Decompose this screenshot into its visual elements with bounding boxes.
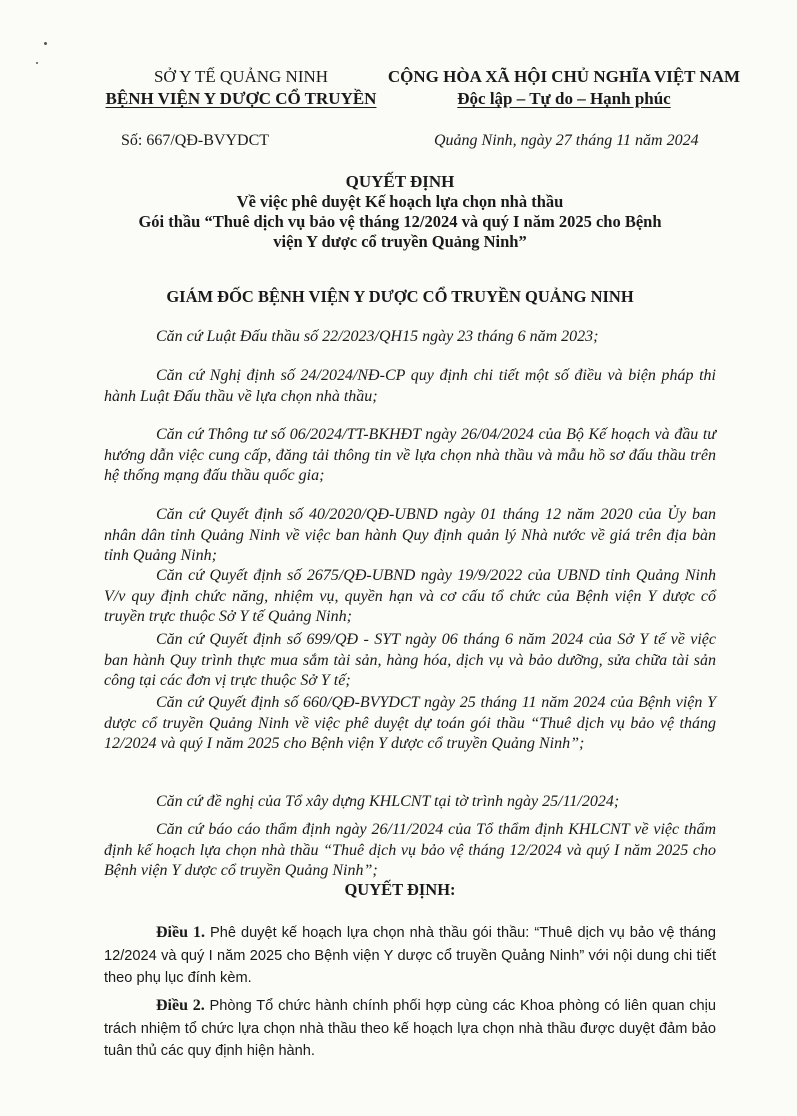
basis-paragraph: Căn cứ Quyết định số 699/QĐ - SYT ngày 06 tháng 6 năm 2024 của Sở Y tế về việc ban hành Quy trình thực mua sắm tài sản, hàng hóa, dịch vụ và bảo dưỡng, sửa chữa tài sản công tại các đơn vị trực thuộc Sở Y tế;: [104, 631, 716, 689]
issuer-department: SỞ Y TẾ QUẢNG NINH: [153, 67, 329, 86]
issuer-hospital: BỆNH VIỆN Y DƯỢC CỔ TRUYỀN: [105, 89, 377, 108]
place-date: Quảng Ninh, ngày 27 tháng 11 năm 2024: [434, 132, 699, 149]
scan-speck: [44, 42, 47, 45]
national-name: CỘNG HÒA XÃ HỘI CHỦ NGHĨA VIỆT NAM: [387, 67, 741, 86]
article-text: Phòng Tổ chức hành chính phối hợp cùng các Khoa phòng có liên quan chịu trách nhiệm tổ chức lựa chọn nhà thầu theo kế hoạch lựa chọn nhà thầu được duyệt đảm bảo tuân thủ các quy định hiện hành.: [104, 998, 717, 1059]
article-text: Phê duyệt kế hoạch lựa chọn nhà thầu gói thầu: “Thuê dịch vụ bảo vệ tháng 12/2024 và quý I năm 2025 cho Bệnh viện Y dược cổ truyền Quảng Ninh” với nội dung chi tiết theo phụ lục đính kèm.: [104, 925, 717, 986]
document-title: [80, 172, 720, 252]
scan-speck: [36, 62, 38, 64]
national-motto: Độc lập – Tự do – Hạnh phúc: [457, 89, 671, 108]
basis-paragraph: Căn cứ Quyết định số 660/QĐ-BVYDCT ngày 25 tháng 11 năm 2024 của Bệnh viện Y dược cổ truyền Quảng Ninh về việc phê duyệt dự toán gói thầu “Thuê dịch vụ bảo vệ tháng 12/2024 và quý I năm 2025 cho Bệnh viện Y dược cổ truyền Quảng Ninh”;: [104, 694, 716, 752]
basis-paragraph: Căn cứ Thông tư số 06/2024/TT-BKHĐT ngày 26/04/2024 của Bộ Kế hoạch và đầu tư hướng dẫn việc cung cấp, đăng tải thông tin về lựa chọn nhà thầu và mẫu hồ sơ đấu thầu trên hệ thống mạng đấu thầu quốc gia;: [104, 426, 716, 484]
director-heading: GIÁM ĐỐC BỆNH VIỆN Y DƯỢC CỔ TRUYỀN QUẢNG NINH: [166, 287, 634, 306]
basis-paragraph: Căn cứ Luật Đấu thầu số 22/2023/QH15 ngày 23 tháng 6 năm 2023;: [156, 328, 599, 345]
national-header: [380, 66, 748, 110]
article-1: [104, 922, 716, 990]
basis-paragraph: Căn cứ Quyết định số 40/2020/QĐ-UBND ngày 01 tháng 12 năm 2020 của Ủy ban nhân dân tỉnh Quảng Ninh về việc ban hành Quy định quản lý Nhà nước về giá trên địa bàn tỉnh Quảng Ninh;: [104, 506, 716, 564]
basis-paragraph: Căn cứ đề nghị của Tổ xây dựng KHLCNT tại tờ trình ngày 25/11/2024;: [156, 793, 620, 810]
basis-paragraph: Căn cứ báo cáo thẩm định ngày 26/11/2024 của Tổ thẩm định KHLCNT về việc thẩm định kế hoạch lựa chọn nhà thầu “Thuê dịch vụ bảo vệ tháng 12/2024 và quý I năm 2025 cho Bệnh viện Y dược cổ truyền Quảng Ninh”;: [104, 821, 716, 879]
issuer-header: [96, 66, 386, 110]
article-2: [104, 995, 716, 1063]
title-line: Về việc phê duyệt Kế hoạch lựa chọn nhà thầu: [236, 192, 564, 211]
basis-paragraph: Căn cứ Quyết định số 2675/QĐ-UBND ngày 19/9/2022 của UBND tỉnh Quảng Ninh V/v quy định chức năng, nhiệm vụ, quyền hạn và cơ cấu tổ chức của Bệnh viện Y dược cổ truyền trực thuộc Sở Y tế Quảng Ninh;: [104, 567, 716, 625]
document-number: Số: 667/QĐ-BVYDCT: [121, 132, 270, 149]
decision-heading: QUYẾT ĐỊNH:: [344, 880, 456, 899]
article-label: Điều 2.: [156, 997, 205, 1014]
title-line: viện Y dược cổ truyền Quảng Ninh”: [273, 232, 527, 251]
basis-paragraph: Căn cứ Nghị định số 24/2024/NĐ-CP quy định chi tiết một số điều và biện pháp thi hành Luật Đấu thầu về lựa chọn nhà thầu;: [104, 367, 716, 405]
title-line: QUYẾT ĐỊNH: [345, 172, 455, 191]
article-label: Điều 1.: [156, 924, 205, 941]
title-line: Gói thầu “Thuê dịch vụ bảo vệ tháng 12/2024 và quý I năm 2025 cho Bệnh: [138, 212, 662, 231]
